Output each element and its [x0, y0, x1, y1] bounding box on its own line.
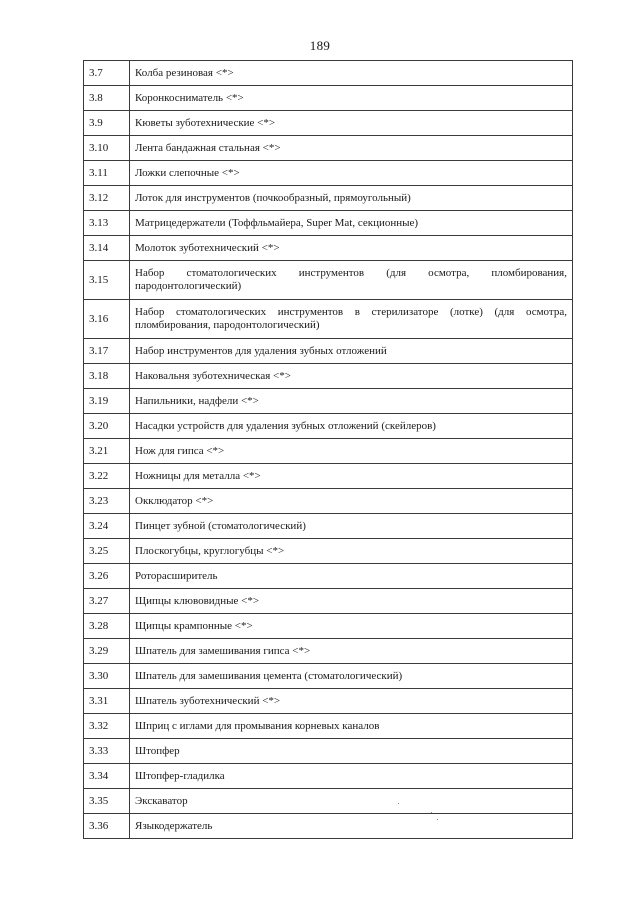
- item-name: Шпатель зуботехнический <*>: [130, 689, 573, 714]
- row-number: 3.19: [84, 389, 130, 414]
- scan-speck: [431, 812, 432, 813]
- row-number: 3.23: [84, 489, 130, 514]
- row-number: 3.30: [84, 664, 130, 689]
- item-name: Набор стоматологических инструментов (для осмотра, пломбирования, пародонтологический): [130, 261, 573, 300]
- table-row: [84, 539, 573, 564]
- table-row: [84, 161, 573, 186]
- row-number: 3.29: [84, 639, 130, 664]
- table-row: [84, 211, 573, 236]
- item-name: Щипцы крампонные <*>: [130, 614, 573, 639]
- item-name: Роторасширитель: [130, 564, 573, 589]
- item-name: Лента бандажная стальная <*>: [130, 136, 573, 161]
- table-row: [84, 739, 573, 764]
- item-name: Пинцет зубной (стоматологический): [130, 514, 573, 539]
- item-name: Набор стоматологических инструментов в стерилизаторе (лотке) (для осмотра, пломбирования, пародонтологический): [130, 300, 573, 339]
- table-row: [84, 111, 573, 136]
- row-number: 3.33: [84, 739, 130, 764]
- row-number: 3.26: [84, 564, 130, 589]
- row-number: 3.31: [84, 689, 130, 714]
- page-number: 189: [309, 38, 331, 53]
- row-number: 3.22: [84, 464, 130, 489]
- item-name: Нож для гипса <*>: [130, 439, 573, 464]
- table-row: [84, 564, 573, 589]
- scan-speck: [437, 819, 438, 820]
- row-number: 3.25: [84, 539, 130, 564]
- table-row: [84, 489, 573, 514]
- table-row: [84, 389, 573, 414]
- row-number: 3.35: [84, 789, 130, 814]
- table-row: [84, 664, 573, 689]
- item-name: Коронкосниматель <*>: [130, 86, 573, 111]
- row-number: 3.24: [84, 514, 130, 539]
- table-row: [84, 339, 573, 364]
- item-name: Щипцы клювовидные <*>: [130, 589, 573, 614]
- item-name: Ножницы для металла <*>: [130, 464, 573, 489]
- table-row: [84, 300, 573, 339]
- item-name: Окклюдатор <*>: [130, 489, 573, 514]
- row-number: 3.18: [84, 364, 130, 389]
- item-name: Колба резиновая <*>: [130, 61, 573, 86]
- item-name: Плоскогубцы, круглогубцы <*>: [130, 539, 573, 564]
- row-number: 3.9: [84, 111, 130, 136]
- row-number: 3.34: [84, 764, 130, 789]
- table-row: [84, 639, 573, 664]
- item-name: Насадки устройств для удаления зубных отложений (скейлеров): [130, 414, 573, 439]
- row-number: 3.12: [84, 186, 130, 211]
- item-name: Шприц с иглами для промывания корневых каналов: [130, 714, 573, 739]
- item-name: Молоток зуботехнический <*>: [130, 236, 573, 261]
- table-row: [84, 86, 573, 111]
- row-number: 3.13: [84, 211, 130, 236]
- scan-speck: [398, 803, 399, 804]
- equipment-table-body: [84, 61, 573, 839]
- row-number: 3.36: [84, 814, 130, 839]
- table-row: [84, 814, 573, 839]
- table-row: [84, 614, 573, 639]
- table-row: [84, 136, 573, 161]
- item-name: Матрицедержатели (Тоффльмайера, Super Mat, секционные): [130, 211, 573, 236]
- row-number: 3.10: [84, 136, 130, 161]
- table-row: [84, 414, 573, 439]
- equipment-table: [83, 60, 573, 839]
- table-row: [84, 589, 573, 614]
- row-number: 3.21: [84, 439, 130, 464]
- row-number: 3.27: [84, 589, 130, 614]
- item-name: Напильники, надфели <*>: [130, 389, 573, 414]
- table-row: [84, 439, 573, 464]
- item-name: Ложки слепочные <*>: [130, 161, 573, 186]
- item-name: Языкодержатель: [130, 814, 573, 839]
- row-number: 3.20: [84, 414, 130, 439]
- row-number: 3.15: [84, 261, 130, 300]
- table-row: [84, 61, 573, 86]
- item-name: Набор инструментов для удаления зубных отложений: [130, 339, 573, 364]
- item-name: Штопфер: [130, 739, 573, 764]
- item-name: Кюветы зуботехнические <*>: [130, 111, 573, 136]
- table-row: [84, 261, 573, 300]
- item-name: Экскаватор: [130, 789, 573, 814]
- table-row: [84, 689, 573, 714]
- item-name: Штопфер-гладилка: [130, 764, 573, 789]
- table-row: [84, 236, 573, 261]
- table-row: [84, 789, 573, 814]
- table-row: [84, 764, 573, 789]
- row-number: 3.7: [84, 61, 130, 86]
- table-row: [84, 464, 573, 489]
- row-number: 3.28: [84, 614, 130, 639]
- row-number: 3.32: [84, 714, 130, 739]
- row-number: 3.14: [84, 236, 130, 261]
- row-number: 3.11: [84, 161, 130, 186]
- item-name: Наковальня зуботехническая <*>: [130, 364, 573, 389]
- table-row: [84, 714, 573, 739]
- row-number: 3.16: [84, 300, 130, 339]
- item-name: Шпатель для замешивания цемента (стоматологический): [130, 664, 573, 689]
- item-name: Лоток для инструментов (почкообразный, прямоугольный): [130, 186, 573, 211]
- row-number: 3.8: [84, 86, 130, 111]
- table-row: [84, 186, 573, 211]
- table-row: [84, 514, 573, 539]
- row-number: 3.17: [84, 339, 130, 364]
- item-name: Шпатель для замешивания гипса <*>: [130, 639, 573, 664]
- table-row: [84, 364, 573, 389]
